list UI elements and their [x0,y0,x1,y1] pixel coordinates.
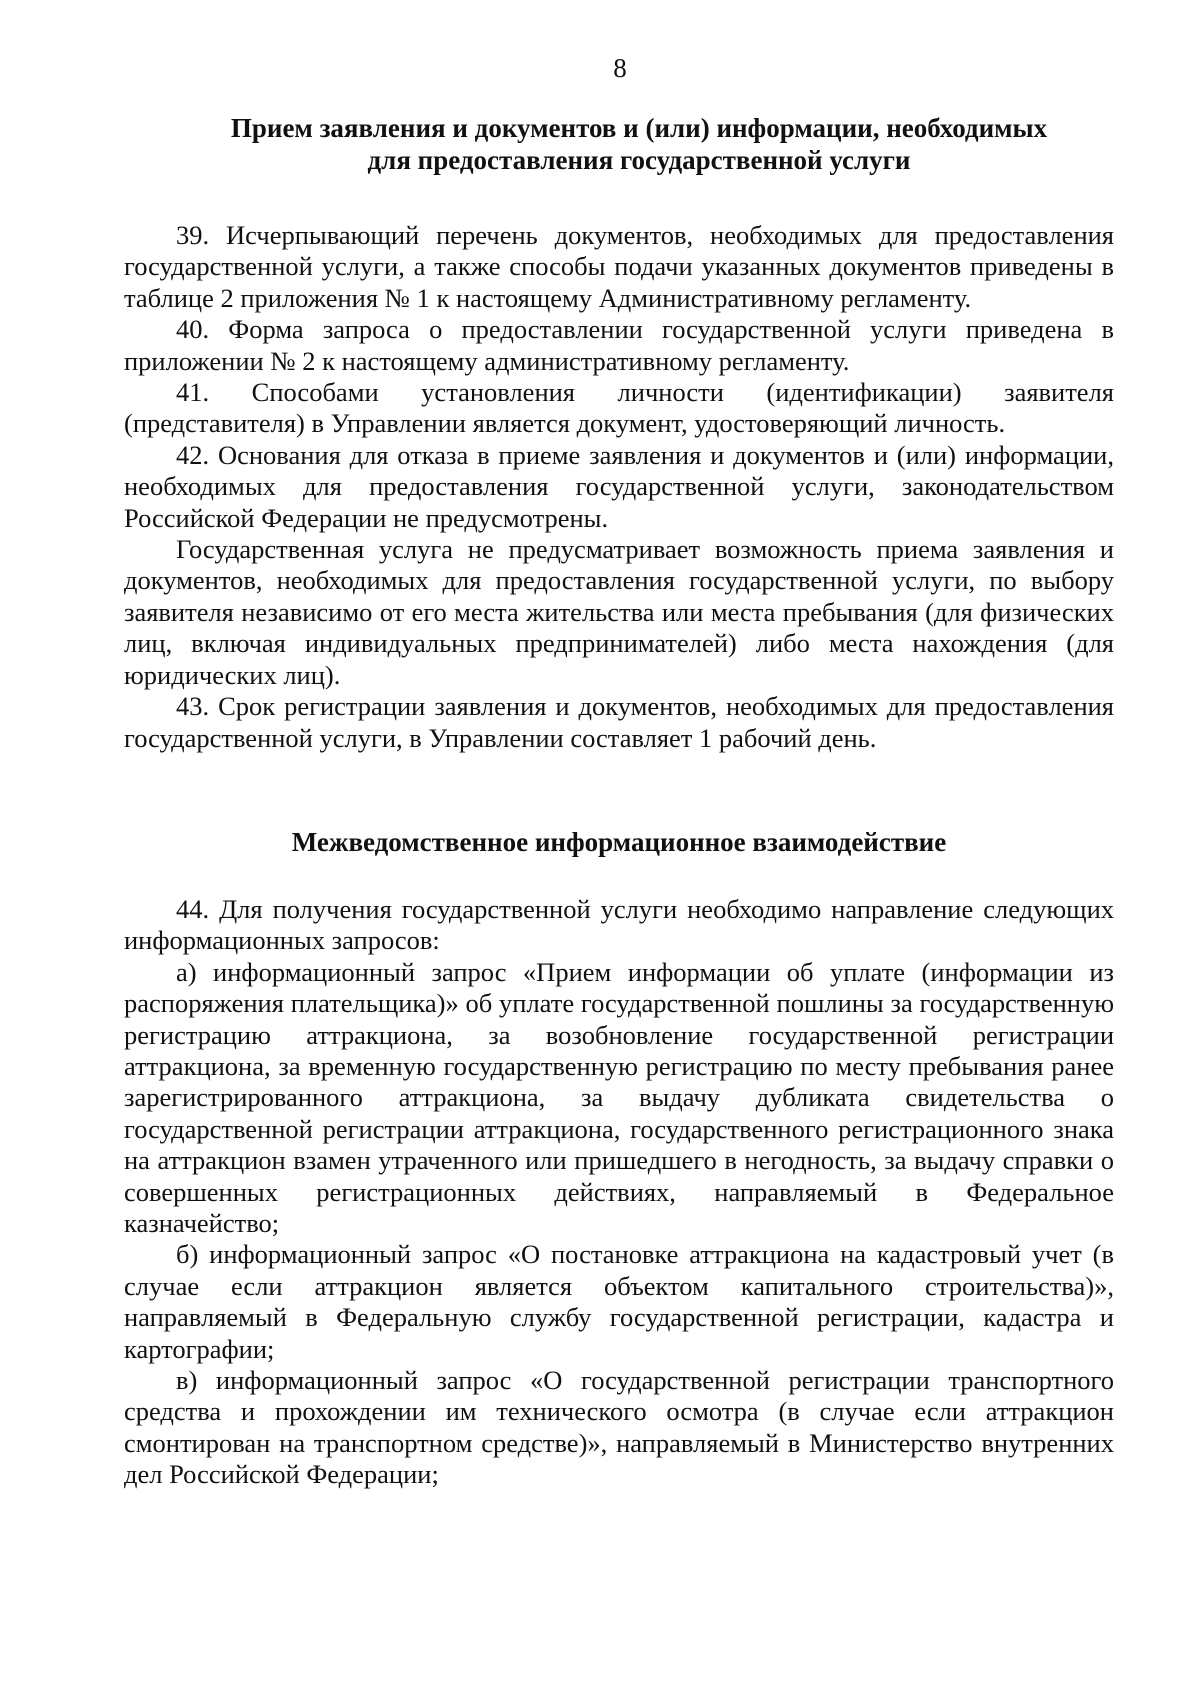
heading-line: Прием заявления и документов и (или) информации, необходимых [230,113,1048,143]
paragraph-42: 42. Основания для отказа в приеме заявления и документов и (или) информации, необходимых для предоставления государственной услуги, законодательством Российской Федерации не предусмотрены. [124,439,1114,533]
paragraph-41: 41. Способами установления личности (идентификации) заявителя (представителя) в Управлении является документ, удостоверяющий личность. [124,377,1114,439]
heading-line: для предоставления государственной услуги [367,145,911,175]
paragraph-42-continued: Государственная услуга не предусматривает возможность приема заявления и документов, необходимых для предоставления государственной услуги, по выбору заявителя независимо от его места жительства или места пребывания (для физических лиц, включая индивидуальных предпринимателей) либо места нахождения (для юридических лиц). [124,534,1114,690]
paragraph-44-a: а) информационный запрос «Прием информации об уплате (информации из распоряжения плательщика)» об уплате государственной пошлины за государственную регистрацию аттракциона, за возобновление государственной регистрации аттракциона, за временную государственную регистрацию по месту пребывания ранее зарегистрированного аттракциона, за выдачу дубликата свидетельства о государственной регистрации аттракциона, государственного регистрационного знака на аттракцион взамен утраченного или пришедшего в негодность, за выдачу справки о совершенных регистрационных действиях, направляемый в Федеральное казначейство; [124,956,1114,1238]
paragraph-44: 44. Для получения государственной услуги необходимо направление следующих информационных запросов: [124,893,1114,956]
section-heading-interagency: Межведомственное информационное взаимодействие [291,826,947,857]
paragraph-40: 40. Форма запроса о предоставлении государственной услуги приведена в приложении № 2 к настоящему административному регламенту. [124,314,1114,376]
paragraph-44-c: в) информационный запрос «О государственной регистрации транспортного средства и прохождении им технического осмотра (в случае если аттракцион смонтирован на транспортном средстве)», направляемый в Министерство внутренних дел Российской Федерации; [124,1365,1114,1490]
paragraph-39: 39. Исчерпывающий перечень документов, необходимых для предоставления государственной услуги, а также способы подачи указанных документов приведены в таблице 2 приложения № 1 к настоящему Административному регламенту. [124,220,1114,313]
paragraph-44-b: б) информационный запрос «О постановке аттракциона на кадастровый учет (в случае если аттракцион является объектом капитального строительства)», направляемый в Федеральную службу государственной регистрации, кадастра и картографии; [124,1239,1114,1364]
section-heading-document-acceptance [164,112,1114,176]
paragraph-43: 43. Срок регистрации заявления и документов, необходимых для предоставления государственной услуги, в Управлении составляет 1 рабочий день. [124,691,1114,753]
document-body [124,112,1114,1491]
page-number: 8 [613,53,627,83]
